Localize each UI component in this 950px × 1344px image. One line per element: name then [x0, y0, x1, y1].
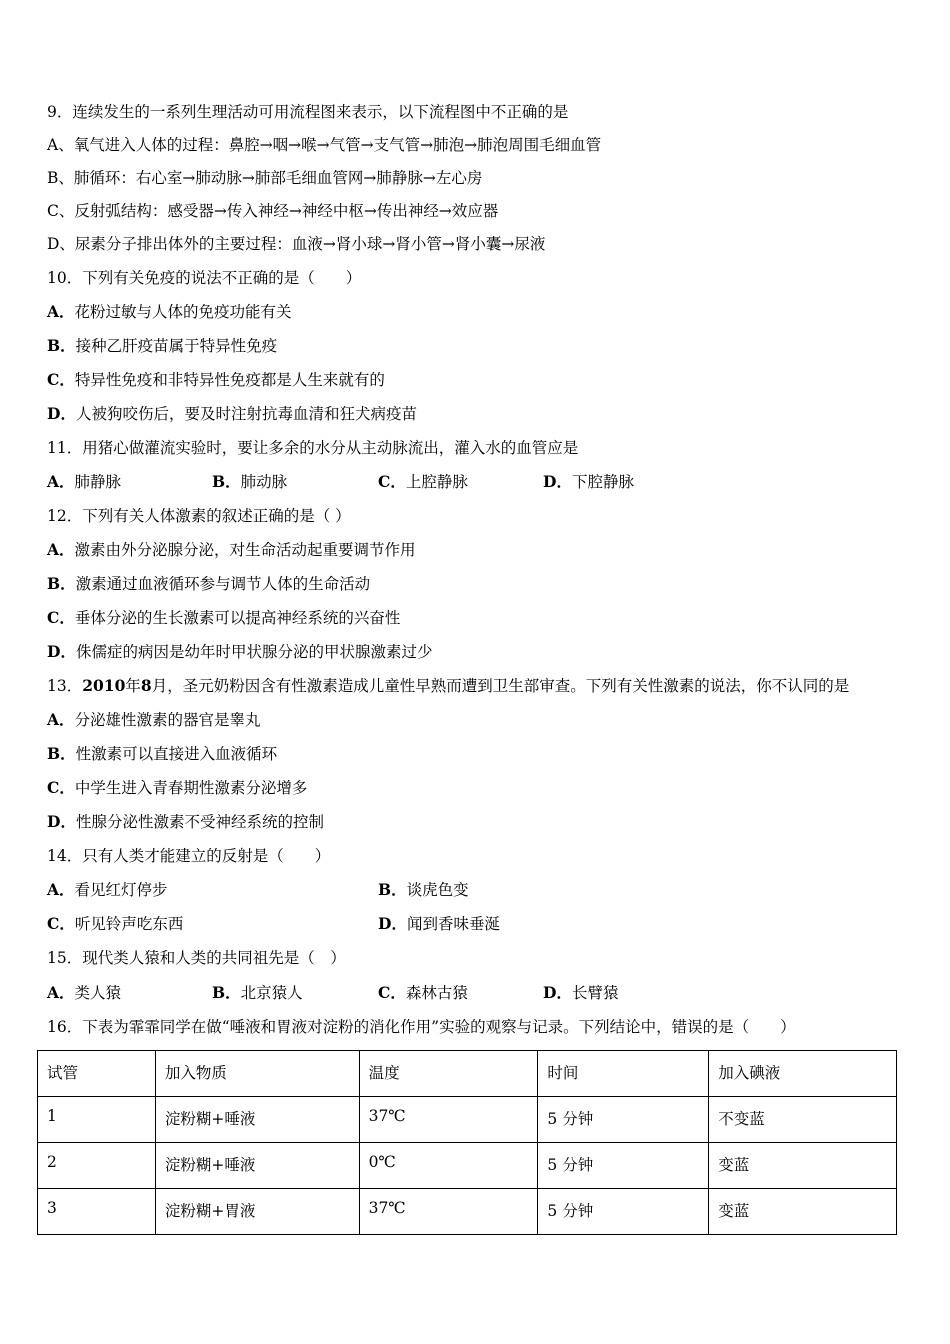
q15-option-d	[543, 983, 618, 1003]
option-letter: D．	[47, 812, 76, 831]
q11-option-d	[543, 472, 634, 492]
q12-stem: 12．下列有关人体激素的叙述正确的是（ ）	[47, 507, 351, 525]
q14-option-c	[47, 914, 183, 934]
q12-option-c	[47, 608, 400, 628]
q9-option-c: C、反射弧结构：感受器→传入神经→神经中枢→传出神经→效应器	[47, 202, 499, 220]
q15-option-b	[212, 983, 303, 1003]
option-letter: D．	[543, 983, 572, 1002]
q13-option-c	[47, 778, 307, 798]
table-cell: 5 分钟	[538, 1097, 709, 1143]
table-cell: 0℃	[359, 1143, 538, 1189]
q11-option-a	[47, 472, 121, 492]
option-letter: A．	[47, 302, 75, 321]
option-text: 激素通过血液循环参与调节人体的生命活动	[75, 575, 371, 593]
q9-stem: 9．连续发生的一系列生理活动可用流程图来表示，以下流程图中不正确的是	[47, 103, 569, 121]
option-letter: D．	[543, 472, 572, 491]
option-letter: C．	[378, 983, 406, 1002]
q13-month: 8	[140, 676, 152, 695]
q11-option-b	[212, 472, 287, 492]
table-row	[38, 1097, 897, 1143]
option-letter: A．	[47, 710, 75, 729]
q13-option-b	[47, 744, 277, 764]
experiment-table	[37, 1050, 897, 1235]
option-letter: D．	[47, 642, 76, 661]
option-text: 长臂猿	[571, 984, 619, 1002]
q13-stem	[47, 676, 849, 696]
q9-option-d: D、尿素分子排出体外的主要过程：血液→肾小球→肾小管→肾小囊→尿液	[47, 235, 546, 253]
header-cell: 温度	[359, 1051, 538, 1097]
option-letter: C．	[47, 370, 75, 389]
option-letter: D．	[378, 914, 407, 933]
table-cell: 5 分钟	[538, 1189, 709, 1235]
option-letter: C．	[378, 472, 406, 491]
option-letter: B．	[47, 574, 76, 593]
option-text: 人被狗咬伤后，要及时注射抗毒血清和狂犬病疫苗	[75, 405, 417, 423]
option-text: 北京猿人	[240, 984, 303, 1002]
q10-option-a	[47, 302, 292, 322]
option-text: 花粉过敏与人体的免疫功能有关	[74, 303, 292, 321]
option-letter: B．	[212, 472, 241, 491]
option-letter: B．	[47, 336, 76, 355]
header-cell: 加入碘液	[709, 1051, 897, 1097]
option-letter: C．	[47, 608, 75, 627]
header-cell: 试管	[38, 1051, 156, 1097]
q10-option-b	[47, 336, 277, 356]
option-text: 肺静脉	[74, 473, 122, 491]
option-letter: C．	[47, 778, 75, 797]
option-text: 激素由外分泌腺分泌，对生命活动起重要调节作用	[74, 541, 416, 559]
header-cell: 时间	[538, 1051, 709, 1097]
option-text: 接种乙肝疫苗属于特异性免疫	[75, 337, 278, 355]
table-header-row	[38, 1051, 897, 1097]
table-cell: 淀粉糊+胃液	[155, 1189, 359, 1235]
option-letter: B．	[47, 744, 76, 763]
q13-option-d	[47, 812, 324, 832]
q15-stem: 15．现代类人猿和人类的共同祖先是（ ）	[47, 949, 346, 967]
option-text: 看见红灯停步	[74, 881, 168, 899]
option-letter: D．	[47, 404, 76, 423]
q13-year: 2010	[82, 676, 126, 695]
option-letter: A．	[47, 472, 75, 491]
q11-option-c	[378, 472, 468, 492]
table-cell: 变蓝	[709, 1189, 897, 1235]
table-cell: 5 分钟	[538, 1143, 709, 1189]
q10-stem: 10．下列有关免疫的说法不正确的是（ ）	[47, 269, 362, 287]
q9-option-a: A、氧气进入人体的过程：鼻腔→咽→喉→气管→支气管→肺泡→肺泡周围毛细血管	[47, 136, 602, 154]
table-cell: 淀粉糊+唾液	[155, 1143, 359, 1189]
option-text: 肺动脉	[240, 473, 288, 491]
q14-option-d	[378, 914, 500, 934]
table-cell: 不变蓝	[709, 1097, 897, 1143]
q13-option-a	[47, 710, 261, 730]
option-letter: A．	[47, 880, 75, 899]
q14-option-a	[47, 880, 168, 900]
table-cell: 淀粉糊+唾液	[155, 1097, 359, 1143]
q12-option-a	[47, 540, 416, 560]
table-cell: 3	[38, 1189, 156, 1235]
option-text: 上腔静脉	[405, 473, 468, 491]
table-row	[38, 1143, 897, 1189]
q10-option-c	[47, 370, 385, 390]
option-text: 性激素可以直接进入血液循环	[75, 745, 278, 763]
table-cell: 37℃	[359, 1189, 538, 1235]
q16-stem: 16．下表为霏霏同学在做“唾液和胃液对淀粉的消化作用”实验的观察与记录。下列结论中，错误的是（ ）	[47, 1018, 796, 1036]
q14-option-b	[378, 880, 469, 900]
table-row	[38, 1189, 897, 1235]
q15-option-a	[47, 983, 121, 1003]
q13-stem-rest: 月，圣元奶粉因含有性激素造成儿童性早熟而遭到卫生部审查。下列有关性激素的说法，你不认同的是	[151, 677, 850, 695]
q9-option-b: B、肺循环：右心室→肺动脉→肺部毛细血管网→肺静脉→左心房	[47, 169, 483, 187]
option-text: 侏儒症的病因是幼年时甲状腺分泌的甲状腺激素过少	[75, 643, 433, 661]
q15-option-c	[378, 983, 468, 1003]
q14-stem: 14．只有人类才能建立的反射是（ ）	[47, 847, 331, 865]
q13-num: 13．	[47, 677, 83, 695]
table-cell: 37℃	[359, 1097, 538, 1143]
option-letter: A．	[47, 540, 75, 559]
option-text: 类人猿	[74, 984, 122, 1002]
table-cell: 2	[38, 1143, 156, 1189]
option-text: 森林古猿	[405, 984, 468, 1002]
q10-option-d	[47, 404, 417, 424]
option-text: 分泌雄性激素的器官是睾丸	[74, 711, 261, 729]
option-text: 谈虎色变	[406, 881, 469, 899]
option-text: 性腺分泌性激素不受神经系统的控制	[75, 813, 324, 831]
q12-option-d	[47, 642, 432, 662]
option-text: 中学生进入青春期性激素分泌增多	[74, 779, 308, 797]
option-letter: B．	[212, 983, 241, 1002]
q13-year-unit: 年	[125, 677, 141, 695]
table-cell: 变蓝	[709, 1143, 897, 1189]
table-cell: 1	[38, 1097, 156, 1143]
option-text: 下腔静脉	[571, 473, 634, 491]
option-text: 特异性免疫和非特异性免疫都是人生来就有的	[74, 371, 385, 389]
q12-option-b	[47, 574, 370, 594]
option-letter: B．	[378, 880, 407, 899]
q11-stem: 11．用猪心做灌流实验时，要让多余的水分从主动脉流出，灌入水的血管应是	[47, 439, 579, 457]
header-cell: 加入物质	[155, 1051, 359, 1097]
option-text: 听见铃声吃东西	[74, 915, 184, 933]
option-text: 闻到香味垂涎	[406, 915, 500, 933]
option-letter: C．	[47, 914, 75, 933]
option-letter: A．	[47, 983, 75, 1002]
option-text: 垂体分泌的生长激素可以提高神经系统的兴奋性	[74, 609, 401, 627]
